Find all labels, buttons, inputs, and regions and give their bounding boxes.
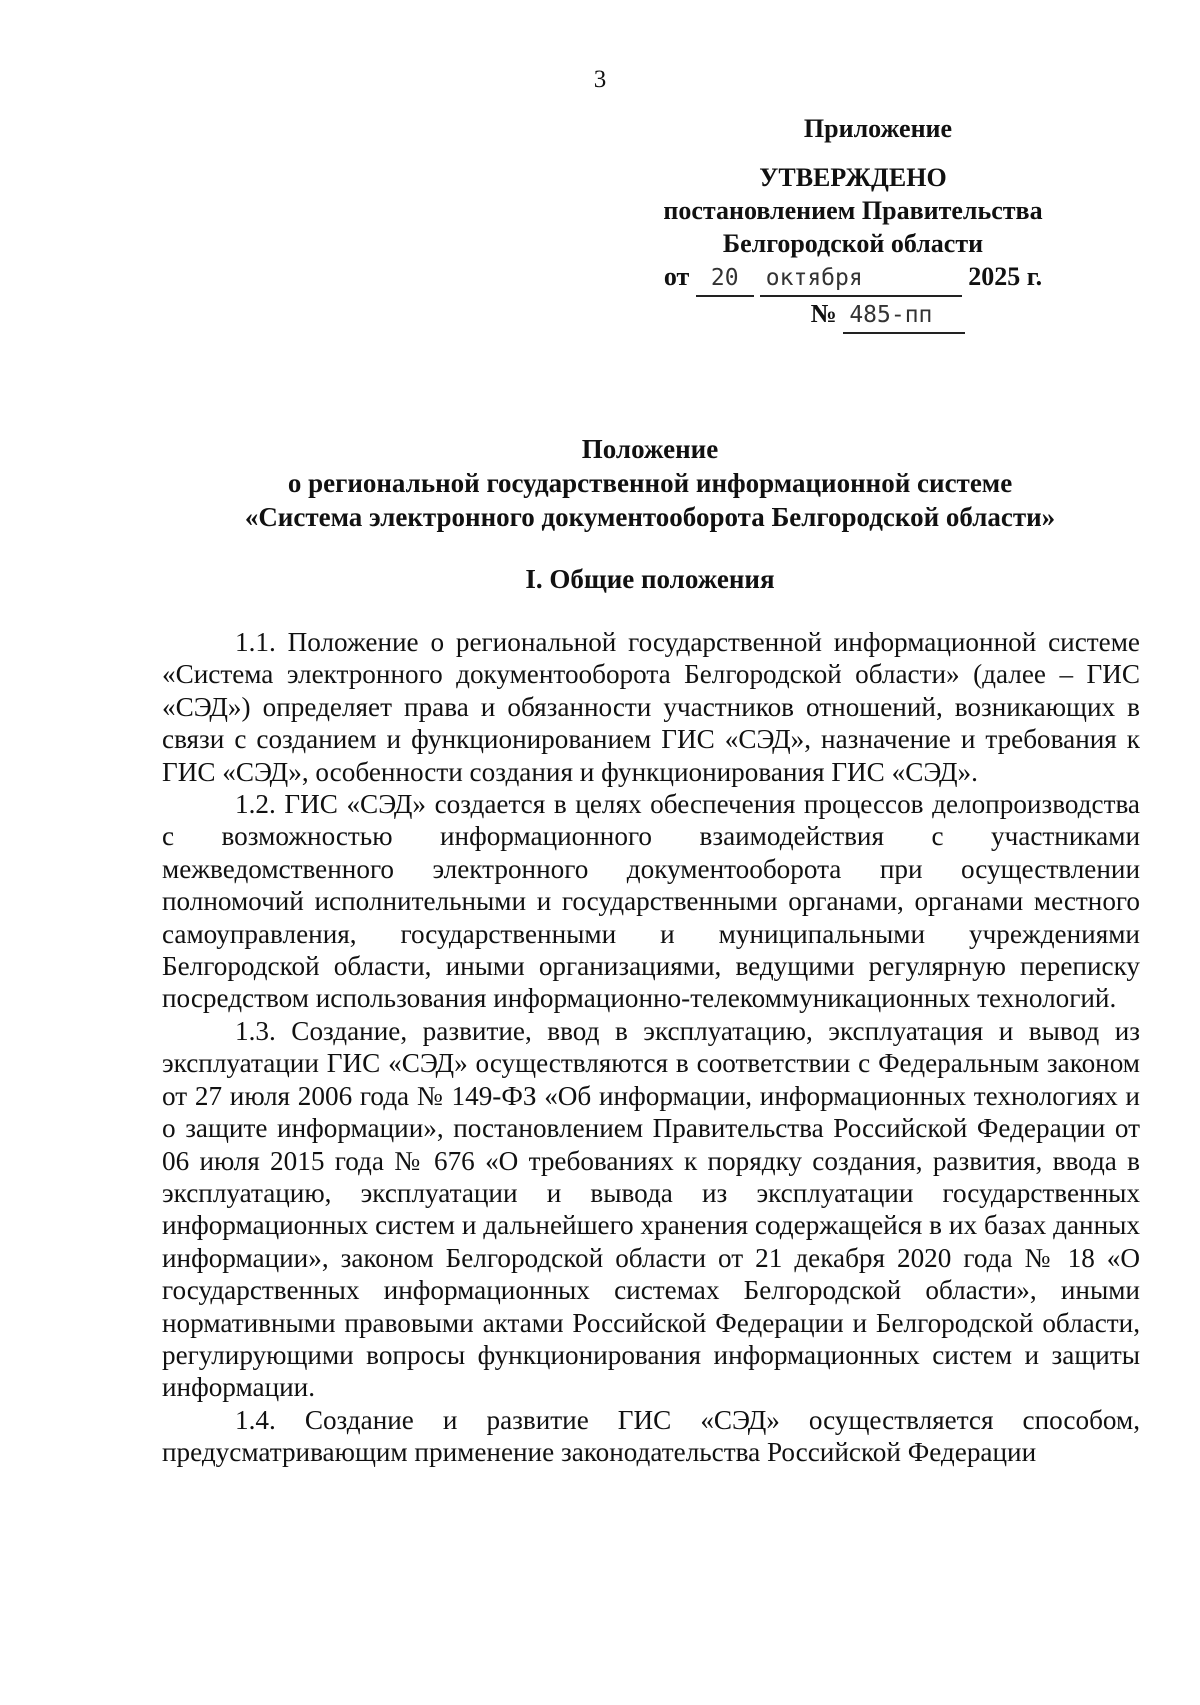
appendix-label: Приложение xyxy=(803,114,953,143)
section-heading: I. Общие положения xyxy=(525,564,775,594)
page-number: 3 xyxy=(593,66,607,93)
approved-label: УТВЕРЖДЕНО xyxy=(759,163,947,192)
date-day: 20 xyxy=(696,262,754,297)
approval-number-line xyxy=(593,297,1113,334)
date-month: октября xyxy=(760,262,962,297)
document-body xyxy=(162,626,1140,1469)
title-line-2: о региональной государственной информационной системе xyxy=(287,468,1013,498)
document-number: 485-пп xyxy=(843,299,965,334)
approved-by-line-1: постановлением Правительства xyxy=(663,196,1043,225)
paragraph-1-3: 1.3. Создание, развитие, ввод в эксплуатацию, эксплуатация и вывод из эксплуатации ГИС «СЭД» осуществляются в соответствии с Федеральным законом от 27 июля 2006 года № 149-ФЗ «Об информации, информационных технологиях и о защите информации», постановлением Правительства Российской Федерации от 06 июля 2015 года № 676 «О требованиях к порядку создания, развития, ввода в эксплуатацию, эксплуатации и вывода из эксплуатации государственных информационных систем и дальнейшего хранения содержащейся в их базах данных информации», законом Белгородской области от 21 декабря 2020 года № 18 «О государственных информационных системах Белгородской области», иными нормативными правовыми актами Российской Федерации и Белгородской области, регулирующими вопросы функционирования информационных систем и защиты информации. xyxy=(162,1015,1140,1403)
paragraph-1-4: 1.4. Создание и развитие ГИС «СЭД» осуществляется способом, предусматривающим применение законодательства Российской Федерации xyxy=(162,1404,1140,1468)
date-prefix: от xyxy=(663,262,690,291)
date-year: 2025 г. xyxy=(968,262,1043,291)
number-prefix: № xyxy=(810,299,837,328)
document-title xyxy=(160,432,1140,534)
paragraph-1-2: 1.2. ГИС «СЭД» создается в целях обеспечения процессов делопроизводства с возможностью информационного взаимодействия с участниками межведомственного электронного документооборота при осуществлении полномочий исполнительными и государственными органами, органами местного самоуправления, государственными и муниципальными учреждениями Белгородской области, иными организациями, ведущими регулярную переписку посредством использования информационно-телекоммуникационных технологий. xyxy=(162,789,1140,1014)
title-line-1: Положение xyxy=(581,434,719,464)
approval-date-line xyxy=(593,260,1113,297)
approved-by-line-2: Белгородской области xyxy=(722,229,984,258)
approval-block xyxy=(593,112,1113,334)
paragraph-1-1: 1.1. Положение о региональной государственной информационной системе «Система электронного документооборота Белгородской области» (далее – ГИС «СЭД») определяет права и обязанности участников отношений, возникающих в связи с созданием и функционированием ГИС «СЭД», назначение и требования к ГИС «СЭД», особенности создания и функционирования ГИС «СЭД». xyxy=(162,627,1140,787)
title-line-3: «Система электронного документооборота Белгородской области» xyxy=(244,502,1056,532)
